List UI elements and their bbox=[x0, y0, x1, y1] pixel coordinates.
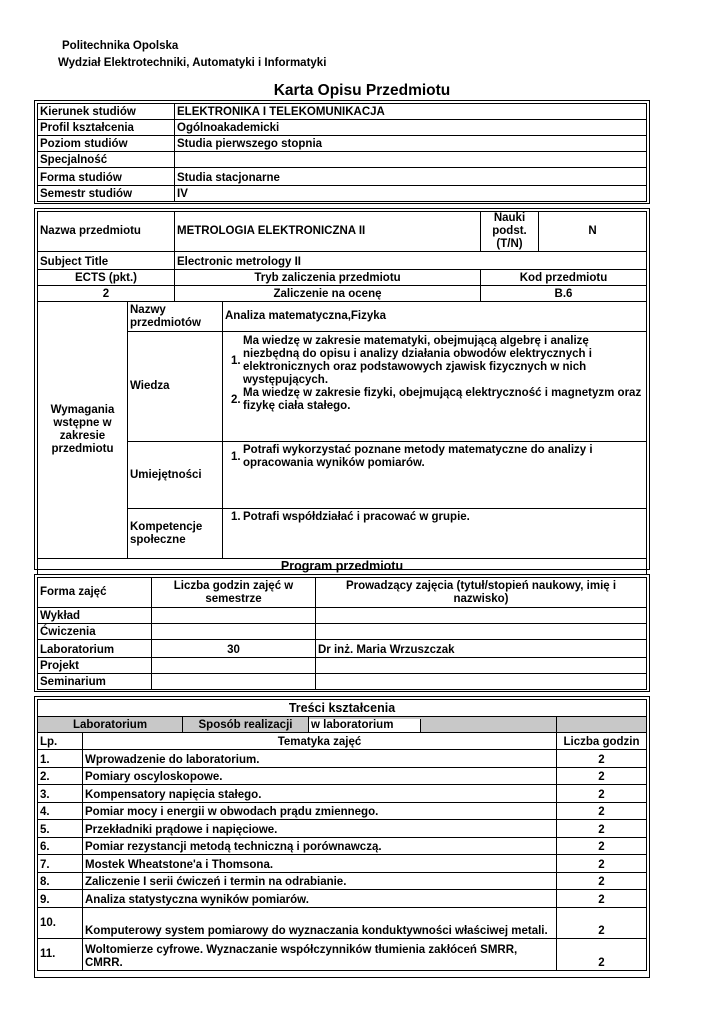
forma-cell: Seminarium bbox=[38, 674, 152, 690]
table-row bbox=[38, 658, 647, 674]
prowadzacy-cell bbox=[316, 624, 647, 640]
lp-cell: 8. bbox=[38, 873, 83, 890]
study-label: Specjalność bbox=[38, 152, 175, 168]
program-section-title: Program przedmiotu bbox=[38, 559, 647, 575]
hours-cell: 2 bbox=[557, 873, 647, 890]
ects-label: ECTS (pkt.) bbox=[38, 270, 175, 286]
wiedza-item-number: 2. bbox=[231, 393, 241, 406]
nauki-label: Nauki podst. (T/N) bbox=[481, 212, 539, 252]
lp-cell: 7. bbox=[38, 855, 83, 873]
forma-cell: Projekt bbox=[38, 658, 152, 674]
sposob-label: Sposób realizacji bbox=[183, 717, 309, 733]
lp-cell: 2. bbox=[38, 768, 83, 785]
lp-cell: 9. bbox=[38, 890, 83, 908]
document-title: Karta Opisu Przedmiotu bbox=[273, 82, 451, 99]
study-label: Semestr studiów bbox=[38, 186, 175, 202]
lp-header: Lp. bbox=[38, 733, 83, 750]
subject-name-label: Nazwa przedmiotu bbox=[38, 212, 175, 252]
table-row bbox=[38, 768, 647, 785]
table-row bbox=[38, 908, 647, 939]
table-row bbox=[38, 820, 647, 838]
wiedza-list bbox=[223, 332, 647, 442]
table-row bbox=[38, 750, 647, 768]
godziny-cell bbox=[152, 608, 316, 624]
study-value: ELEKTRONIKA I TELEKOMUNIKACJA bbox=[175, 104, 647, 120]
prerequisites-label: Wymagania wstępne w zakresie przedmiotu bbox=[38, 302, 128, 559]
table-row bbox=[38, 838, 647, 855]
table-row bbox=[38, 785, 647, 803]
prowadzacy-header: Prowadzący zajęcia (tytuł/stopień naukowy, imię i nazwisko) bbox=[316, 578, 647, 608]
study-value: Ogólnoakademicki bbox=[175, 120, 647, 136]
lp-cell: 5. bbox=[38, 820, 83, 838]
content-form-label: Laboratorium bbox=[38, 717, 183, 733]
study-value: Studia stacjonarne bbox=[175, 168, 647, 186]
prowadzacy-cell bbox=[316, 658, 647, 674]
umiejetnosci-item-text: Potrafi wykorzystać poznane metody matematyczne do analizy i opracowania wyników pomiarów. bbox=[243, 444, 593, 469]
study-value bbox=[175, 152, 647, 168]
wiedza-item-number: 1. bbox=[231, 354, 241, 367]
hours-cell: 2 bbox=[557, 890, 647, 908]
godziny-cell bbox=[152, 624, 316, 640]
topic-cell: Wprowadzenie do laboratorium. bbox=[83, 750, 557, 768]
hours-cell: 2 bbox=[557, 820, 647, 838]
ects-value: 2 bbox=[38, 286, 175, 302]
program-block bbox=[34, 574, 650, 692]
study-value: IV bbox=[175, 186, 647, 202]
topic-cell: Mostek Wheatstone'a i Thomsona. bbox=[83, 855, 557, 873]
forma-cell: Laboratorium bbox=[38, 640, 152, 658]
kompetencje-item-number: 1. bbox=[231, 511, 241, 523]
subject-title-value: Electronic metrology II bbox=[175, 252, 647, 270]
topic-cell: Pomiar rezystancji metodą techniczną i porównawczą. bbox=[83, 838, 557, 855]
prowadzacy-cell bbox=[316, 608, 647, 624]
kompetencje-label: Kompetencje społeczne bbox=[128, 509, 223, 559]
kompetencje-item bbox=[225, 511, 644, 524]
hours-cell: 2 bbox=[557, 750, 647, 768]
lp-cell: 11. bbox=[38, 939, 83, 971]
hours-cell: 2 bbox=[557, 803, 647, 820]
topic-cell: Woltomierze cyfrowe. Wyznaczanie współczynników tłumienia zakłóceń SMRR, CMRR. bbox=[83, 939, 557, 971]
nazwy-value: Analiza matematyczna,Fizyka bbox=[223, 302, 647, 332]
lp-cell: 1. bbox=[38, 750, 83, 768]
hours-cell: 2 bbox=[557, 768, 647, 785]
table-row bbox=[38, 803, 647, 820]
table-row bbox=[38, 624, 647, 640]
content-block bbox=[34, 696, 650, 978]
godziny-cell bbox=[152, 658, 316, 674]
subject-name-value: METROLOGIA ELEKTRONICZNA II bbox=[175, 212, 481, 252]
lp-cell: 6. bbox=[38, 838, 83, 855]
table-row bbox=[38, 674, 647, 690]
table-row bbox=[38, 855, 647, 873]
lp-cell: 10. bbox=[38, 908, 83, 939]
umiejetnosci-item bbox=[225, 444, 644, 470]
study-info-block bbox=[34, 100, 650, 204]
hours-cell: 2 bbox=[557, 908, 647, 939]
nauki-value: N bbox=[539, 212, 647, 252]
umiejetnosci-item-number: 1. bbox=[231, 450, 241, 463]
hours-cell: 2 bbox=[557, 785, 647, 803]
kompetencje-item-text: Potrafi współdziałać i pracować w grupie. bbox=[243, 511, 470, 523]
wiedza-item-text: Ma wiedzę w zakresie matematyki, obejmującą algebrę i analizę niezbędną do opisu i analizy działania obwodów elektrycznych i elektronicznych oraz podstawowych zjawisk fizycznych w nich występujących. bbox=[243, 335, 592, 386]
godziny-header: Liczba godzin zajęć w semestrze bbox=[152, 578, 316, 608]
subject-title-label: Subject Title bbox=[38, 252, 175, 270]
wiedza-item bbox=[225, 335, 644, 387]
grey-filler bbox=[557, 717, 647, 733]
tryb-label: Tryb zaliczenia przedmiotu bbox=[175, 270, 481, 286]
study-label: Poziom studiów bbox=[38, 136, 175, 152]
tryb-value: Zaliczenie na ocenę bbox=[175, 286, 481, 302]
kompetencje-list bbox=[223, 509, 647, 559]
umiejetnosci-list bbox=[223, 442, 647, 509]
subject-block bbox=[34, 208, 650, 573]
university-name: Politechnika Opolska bbox=[62, 40, 179, 52]
topic-cell: Kompensatory napięcia stałego. bbox=[83, 785, 557, 803]
content-section-title: Treści kształcenia bbox=[38, 700, 647, 717]
sposob-value-cell bbox=[309, 717, 557, 733]
wiedza-item-text: Ma wiedzę w zakresie fizyki, obejmującą elektryczność i magnetyzm oraz fizykę ciała stałego. bbox=[243, 387, 642, 412]
topic-cell: Przekładniki prądowe i napięciowe. bbox=[83, 820, 557, 838]
lp-cell: 4. bbox=[38, 803, 83, 820]
table-row bbox=[38, 608, 647, 624]
godzin-header: Liczba godzin bbox=[557, 733, 647, 750]
forma-cell: Ćwiczenia bbox=[38, 624, 152, 640]
topic-cell: Komputerowy system pomiarowy do wyznaczania konduktywności właściwej metali. bbox=[83, 908, 557, 939]
wiedza-label: Wiedza bbox=[128, 332, 223, 442]
study-value: Studia pierwszego stopnia bbox=[175, 136, 647, 152]
prowadzacy-cell: Dr inż. Maria Wrzuszczak bbox=[316, 640, 647, 658]
table-row bbox=[38, 890, 647, 908]
topic-cell: Pomiar mocy i energii w obwodach prądu zmiennego. bbox=[83, 803, 557, 820]
forma-cell: Wykład bbox=[38, 608, 152, 624]
forma-header: Forma zajęć bbox=[38, 578, 152, 608]
topic-cell: Pomiary oscyloskopowe. bbox=[83, 768, 557, 785]
study-label: Profil kształcenia bbox=[38, 120, 175, 136]
lp-cell: 3. bbox=[38, 785, 83, 803]
kod-value: B.6 bbox=[481, 286, 647, 302]
hours-cell: 2 bbox=[557, 838, 647, 855]
hours-cell: 2 bbox=[557, 939, 647, 971]
table-row bbox=[38, 640, 647, 658]
table-row bbox=[38, 873, 647, 890]
faculty-name: Wydział Elektrotechniki, Automatyki i Informatyki bbox=[58, 57, 327, 69]
umiejetnosci-label: Umiejętności bbox=[128, 442, 223, 509]
godziny-cell bbox=[152, 674, 316, 690]
study-label: Forma studiów bbox=[38, 168, 175, 186]
godziny-cell: 30 bbox=[152, 640, 316, 658]
hours-cell: 2 bbox=[557, 855, 647, 873]
nazwy-label: Nazwy przedmiotów bbox=[128, 302, 223, 332]
tematyka-header: Tematyka zajęć bbox=[83, 733, 557, 750]
sposob-value: w laboratorium bbox=[309, 719, 421, 732]
prowadzacy-cell bbox=[316, 674, 647, 690]
wiedza-item bbox=[225, 387, 644, 413]
table-row bbox=[38, 939, 647, 971]
study-label: Kierunek studiów bbox=[38, 104, 175, 120]
topic-cell: Analiza statystyczna wyników pomiarów. bbox=[83, 890, 557, 908]
kod-label: Kod przedmiotu bbox=[481, 270, 647, 286]
topic-cell: Zaliczenie I serii ćwiczeń i termin na odrabianie. bbox=[83, 873, 557, 890]
